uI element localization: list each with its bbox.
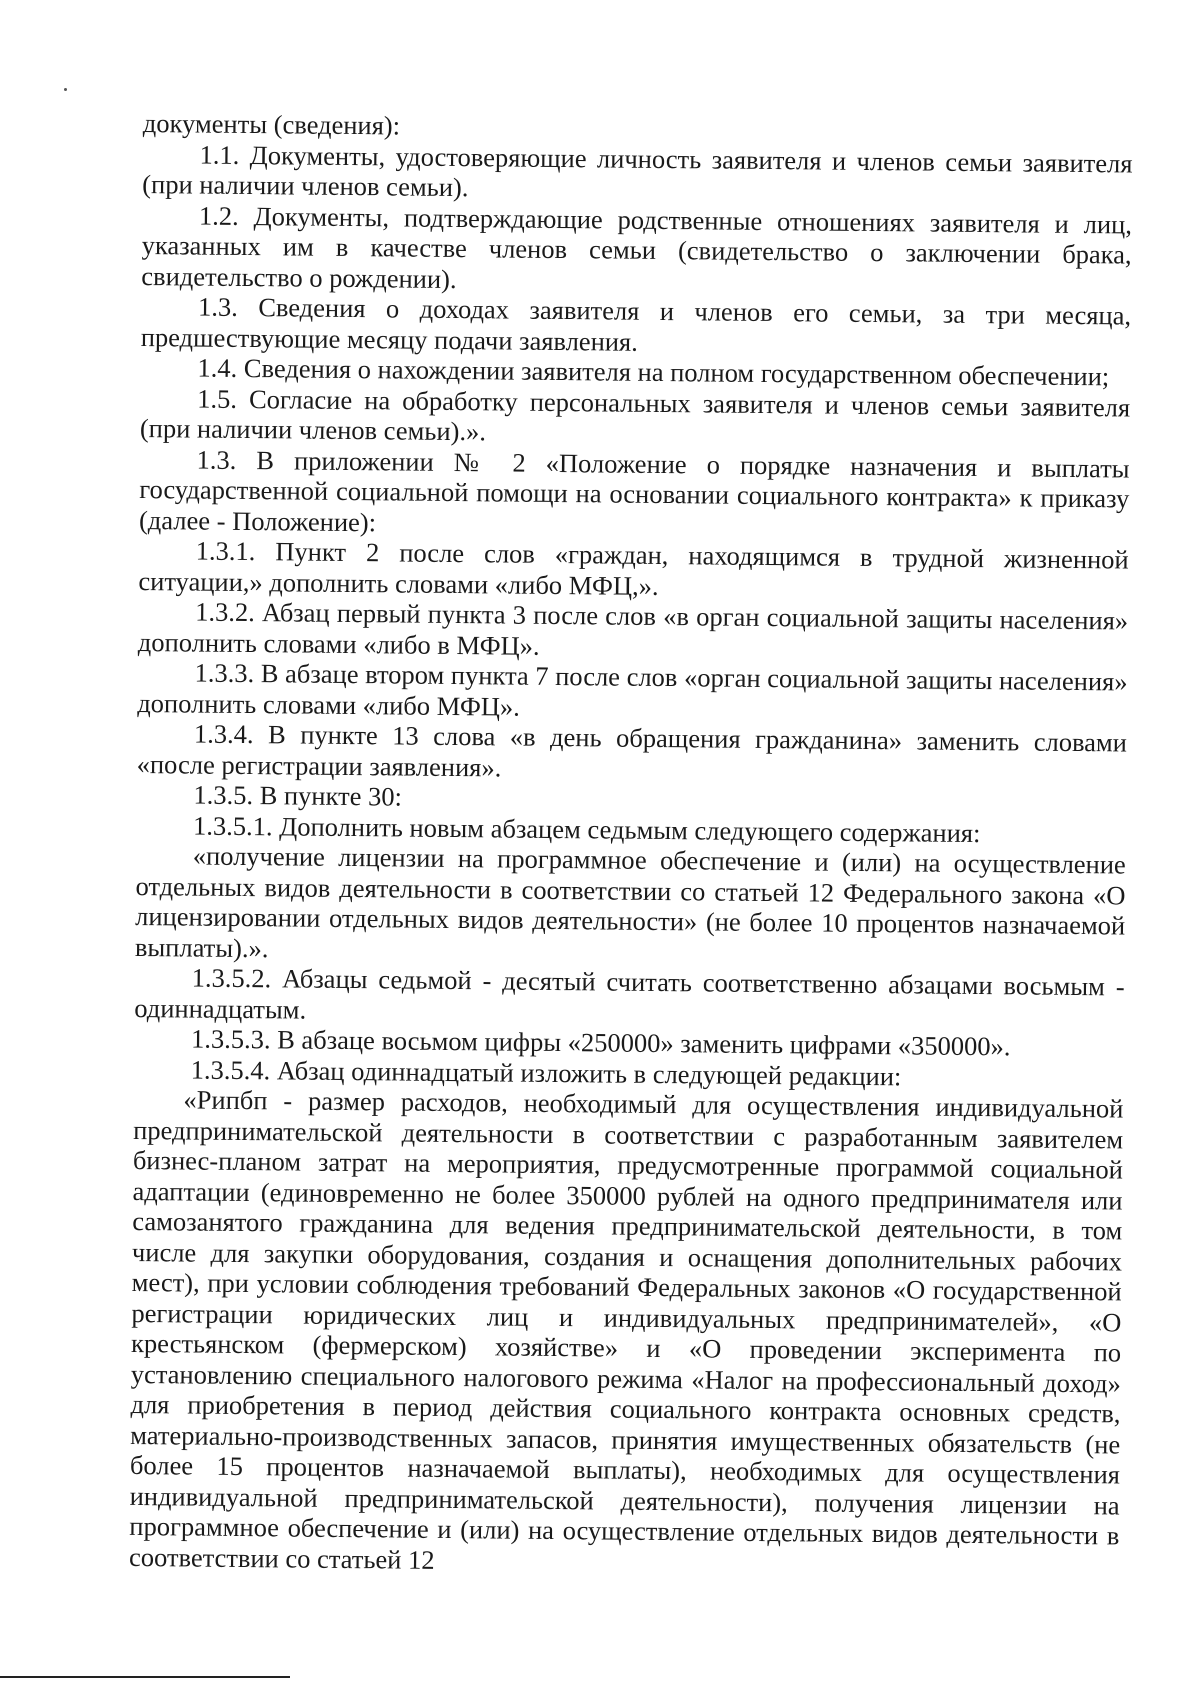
paragraph: 1.5. Согласие на обработку персональных заявителя и членов семьи заявителя (при наличии членов семьи).».	[139, 383, 1131, 447]
paragraph: 1.3.5. В пункте 30:	[193, 779, 403, 812]
paragraph: 1.3. Сведения о доходах заявителя и членов его семьи, за три месяца, предшествующие месяцу подачи заявления.	[140, 291, 1132, 357]
paragraph: 1.3.1. Пункт 2 после слов «граждан, находящимся в трудной жизненной ситуации,» дополнить словами «либо МФЦ,».	[138, 535, 1129, 601]
paragraph: 1.3.4. В пункте 13 слова «в день обращения гражданина» заменить словами «после регистрации заявления».	[136, 718, 1128, 782]
paragraph: 1.3.5.2. Абзацы седьмой - десятый считать соответственно абзацами восьмым - одиннадцатым.	[134, 962, 1125, 1025]
paragraph: 1.1. Документы, удостоверяющие личность заявителя и членов семьи заявителя (при наличии членов семьи).	[142, 139, 1133, 203]
scan-speck	[64, 88, 67, 91]
paragraph: 1.3.2. Абзац первый пункта 3 после слов «в орган социальной защиты населения» дополнить словами «либо в МФЦ».	[137, 596, 1129, 661]
paragraph: «Pипбп - размер расходов, необходимый для осуществления индивидуальной предпринимательской деятельности в соответствии с разработанным заявителем бизнес-планом затрат на мероприятия, предусмотренные программой социальной адаптации (единовременно не более 350000 рублей на одного предпринимателя или самозанятого гражданина для ведения предпринимательской деятельности, в том числе для закупки оборудования, создания и оснащения дополнительных рабочих мест), при условии соблюдения требований Федеральных законов «О государственной регистрации юридических лиц и индивидуальных предпринимателей», «О крестьянском (фермерском) хозяйстве» и «О проведении эксперимента по установлению специального налогового режима «Налог на профессиональный доход» для приобретения в период действия социального контракта основных средств, материально-производственных запасов, принятия имущественных обязательств (не более 15 процентов назначаемой выплаты), необходимых для осуществления индивидуальной предпринимательской деятельности), получения лицензии на программное обеспечение и (или) на осуществление отдельных видов деятельности в соответствии со статьей 12	[128, 1084, 1124, 1575]
paragraph: «получение лицензии на программное обеспечение и (или) на осуществление отдельных видов деятельности в соответствии со статьей 12 Федерального закона «О лицензировании отдельных видов деятельности» (не более 10 процентов назначаемой выплаты).».	[134, 840, 1126, 963]
paragraph: 1.3. В приложении № 2 «Положение о порядке назначения и выплаты государственной социальной помощи на основании социального контракта» к приказу (далее - Положение):	[138, 444, 1130, 537]
bottom-divider-line	[0, 1676, 290, 1678]
paragraph: документы (сведения):	[142, 108, 401, 141]
paragraph: 1.3.3. В абзаце втором пункта 7 после слов «орган социальной защиты населения» дополнить словами «либо МФЦ».	[137, 657, 1128, 722]
paragraph: 1.3.5.1. Дополнить новым абзацем седьмым следующего содержания:	[192, 810, 981, 848]
paragraph: 1.2. Документы, подтверждающие родственные отношениях заявителя и лиц, указанных им в качестве членов семьи (свидетельство о заключении брака, свидетельство о рождении).	[141, 200, 1133, 294]
paragraph: 1.4. Сведения о нахождении заявителя на полном государственном обеспечении;	[197, 352, 1110, 392]
document-body	[129, 108, 1133, 1581]
paragraph: 1.3.5.3. В абзаце восьмом цифры «250000» заменить цифрами «350000».	[190, 1023, 1011, 1062]
paragraph: 1.3.5.4. Абзац одиннадцатый изложить в следующей редакции:	[190, 1054, 902, 1091]
